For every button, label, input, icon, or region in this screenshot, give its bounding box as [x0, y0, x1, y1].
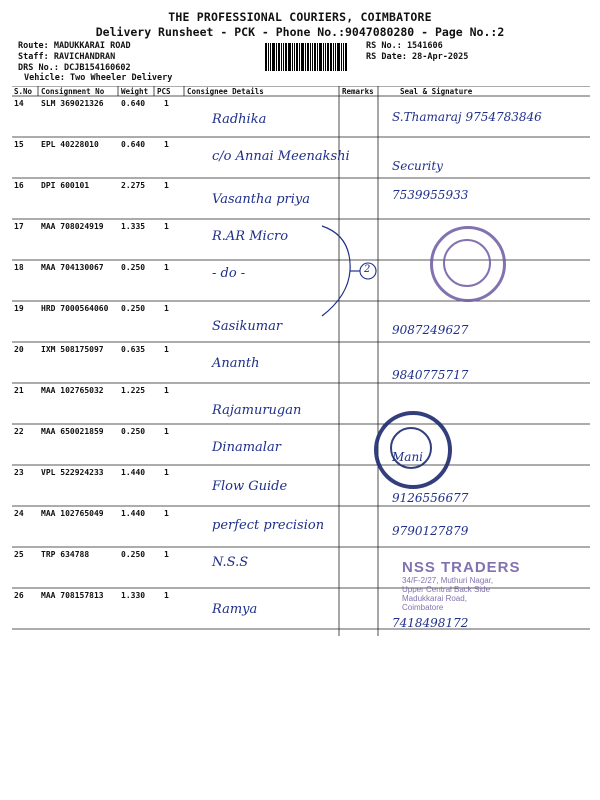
cell-signature-handwritten: 7539955933: [392, 188, 469, 202]
rs-date: RS Date: 28-Apr-2025: [366, 52, 469, 62]
cell-consignment: HRD 7000564060: [41, 304, 109, 313]
cell-weight: 0.635: [121, 345, 146, 354]
barcode-bar: [285, 43, 287, 71]
table-row: [12, 301, 590, 342]
cell-consignee-handwritten: Dinamalar: [212, 440, 281, 455]
cell-pcs: 1: [164, 509, 169, 518]
barcode-icon: [265, 43, 357, 71]
barcode-bar: [319, 43, 322, 71]
cell-consignment: EPL 40228010: [41, 140, 99, 149]
barcode-bar: [314, 43, 316, 71]
barcode-bar: [301, 43, 304, 71]
cell-consignment: MAA 704130067: [41, 263, 104, 272]
cell-sno: 24: [14, 509, 24, 518]
cell-consignment: MAA 102765032: [41, 386, 104, 395]
cell-weight: 0.640: [121, 99, 146, 108]
cell-consignment: IXM 508175097: [41, 345, 104, 354]
cell-pcs: 1: [164, 386, 169, 395]
table-row: [12, 506, 590, 547]
bracket-annotation: [312, 216, 392, 326]
cell-weight: 0.250: [121, 550, 146, 559]
barcode-bar: [272, 43, 275, 71]
cell-weight: 0.640: [121, 140, 146, 149]
drs-label: DRS No.: DCJB154160602: [18, 63, 131, 73]
cell-pcs: 1: [164, 140, 169, 149]
table-row: [12, 178, 590, 219]
barcode-bar: [312, 43, 313, 71]
cell-sno: 26: [14, 591, 24, 600]
cell-weight: 1.225: [121, 386, 146, 395]
route-label: Route: MADUKKARAI ROAD: [18, 41, 131, 51]
cell-consignee-handwritten: Vasantha priya: [212, 192, 311, 207]
cell-consignment: VPL 522924233: [41, 468, 104, 477]
cell-pcs: 1: [164, 550, 169, 559]
col-header-weight: Weight: [121, 87, 149, 96]
cell-consignee-handwritten: Sasikumar: [212, 319, 283, 334]
cell-pcs: 1: [164, 222, 169, 231]
col-header-pcs: PCS: [157, 87, 171, 96]
cell-pcs: 1: [164, 99, 169, 108]
bracket-number: 2: [364, 264, 371, 275]
cell-pcs: 1: [164, 591, 169, 600]
col-header-seal: Seal & Signature: [400, 87, 473, 96]
barcode-bar: [294, 43, 295, 71]
col-header-consignment: Consignment No: [41, 87, 105, 96]
table-row: [12, 137, 590, 178]
cell-weight: 1.335: [121, 222, 146, 231]
cell-signature-handwritten: 9790127879: [392, 524, 469, 538]
cell-consignee-handwritten: Radhika: [212, 112, 267, 127]
seal-stamp-navy: [374, 411, 452, 489]
cell-sno: 23: [14, 468, 24, 477]
cell-consignee-handwritten: - do -: [212, 266, 246, 281]
cell-consignment: DPI 600101: [41, 181, 90, 190]
barcode-bar: [317, 43, 318, 71]
barcode-bar: [268, 43, 269, 71]
table-row: [12, 342, 590, 383]
cell-sno: 15: [14, 140, 24, 149]
cell-pcs: 1: [164, 427, 169, 436]
barcode-bar: [299, 43, 300, 71]
nss-stamp-line2: Upper Central Back Side: [402, 585, 491, 594]
barcode-bar: [323, 43, 324, 71]
staff-label: Staff: RAVICHANDRAN: [18, 52, 116, 62]
barcode-bar: [281, 43, 282, 71]
cell-consignee-handwritten: R.AR Micro: [212, 229, 289, 244]
cell-signature-handwritten: Mani: [392, 450, 424, 464]
cell-sno: 22: [14, 427, 24, 436]
cell-consignment: TRP 634788: [41, 550, 90, 559]
cell-weight: 0.250: [121, 304, 146, 313]
cell-signature-handwritten: S.Thamaraj 9754783846: [392, 110, 542, 124]
table-row: [12, 424, 590, 465]
cell-sno: 21: [14, 386, 24, 395]
nss-stamp-line1: 34/F-2/27, Muthuri Nagar,: [402, 576, 494, 585]
cell-signature-handwritten: 7418498172: [392, 616, 469, 630]
barcode-bar: [288, 43, 291, 71]
cell-weight: 0.250: [121, 427, 146, 436]
cell-sno: 16: [14, 181, 24, 190]
cell-pcs: 1: [164, 345, 169, 354]
barcode-bar: [335, 43, 336, 71]
barcode-bar: [341, 43, 342, 71]
barcode-bar: [325, 43, 326, 71]
barcode-bar: [283, 43, 284, 71]
barcode-bar: [343, 43, 344, 71]
cell-consignee-handwritten: Ramya: [212, 602, 258, 617]
cell-consignment: MAA 102765049: [41, 509, 104, 518]
cell-consignee-handwritten: c/o Annai Meenakshi: [212, 149, 350, 164]
cell-weight: 1.440: [121, 509, 146, 518]
barcode-bar: [305, 43, 306, 71]
cell-sno: 17: [14, 222, 24, 231]
cell-consignment: MAA 650021859: [41, 427, 104, 436]
cell-signature-handwritten: Security: [392, 159, 443, 173]
runsheet-table: [12, 86, 590, 636]
cell-sno: 25: [14, 550, 24, 559]
nss-stamp-line4: Coimbatore: [402, 603, 444, 612]
cell-sno: 14: [14, 99, 24, 108]
barcode-bar: [270, 43, 271, 71]
cell-sno: 19: [14, 304, 24, 313]
vehicle-label: Vehicle: Two Wheeler Delivery: [24, 73, 173, 83]
cell-signature-handwritten: 9087249627: [392, 323, 469, 337]
cell-weight: 2.275: [121, 181, 146, 190]
cell-consignment: MAA 708024919: [41, 222, 104, 231]
barcode-bar: [296, 43, 298, 71]
col-header-consignee: Consignee Details: [187, 87, 264, 96]
nss-stamp-title: NSS TRADERS: [402, 559, 521, 576]
cell-consignee-handwritten: Ananth: [212, 356, 260, 371]
col-header-remarks: Remarks: [342, 87, 374, 96]
cell-pcs: 1: [164, 468, 169, 477]
runsheet-subtitle: Delivery Runsheet - PCK - Phone No.:9047080280 - Page No.:2: [95, 25, 505, 39]
barcode-bar: [345, 43, 347, 71]
cell-pcs: 1: [164, 304, 169, 313]
barcode-bar: [337, 43, 340, 71]
cell-weight: 0.250: [121, 263, 146, 272]
cell-consignee-handwritten: N.S.S: [212, 555, 249, 570]
nss-traders-stamp: [402, 559, 572, 612]
barcode-bar: [278, 43, 280, 71]
col-header-sno: S.No: [14, 87, 33, 96]
cell-signature-handwritten: 9126556677: [392, 491, 469, 505]
seal-stamp-purple: [430, 226, 506, 302]
table-row: [12, 96, 590, 137]
runsheet-title: THE PROFESSIONAL COURIERS, COIMBATORE: [168, 10, 432, 24]
cell-sno: 20: [14, 345, 24, 354]
barcode-bar: [276, 43, 277, 71]
barcode-bar: [333, 43, 334, 71]
nss-stamp-line3: Madukkarai Road,: [402, 594, 467, 603]
rs-number: RS No.: 1541606: [366, 41, 443, 51]
cell-consignee-handwritten: Rajamurugan: [212, 403, 302, 418]
barcode-bar: [327, 43, 329, 71]
cell-pcs: 1: [164, 181, 169, 190]
barcode-bar: [265, 43, 267, 71]
cell-consignment: MAA 708157813: [41, 591, 104, 600]
cell-consignee-handwritten: Flow Guide: [212, 479, 288, 494]
cell-pcs: 1: [164, 263, 169, 272]
cell-consignment: SLM 369021326: [41, 99, 104, 108]
cell-weight: 1.330: [121, 591, 146, 600]
cell-signature-handwritten: 9840775717: [392, 368, 469, 382]
barcode-bar: [307, 43, 309, 71]
barcode-bar: [310, 43, 311, 71]
cell-sno: 18: [14, 263, 24, 272]
barcode-bar: [292, 43, 293, 71]
cell-weight: 1.440: [121, 468, 146, 477]
table-row: [12, 383, 590, 424]
barcode-bar: [330, 43, 332, 71]
table-row: [12, 465, 590, 506]
cell-consignee-handwritten: perfect precision: [212, 518, 325, 533]
